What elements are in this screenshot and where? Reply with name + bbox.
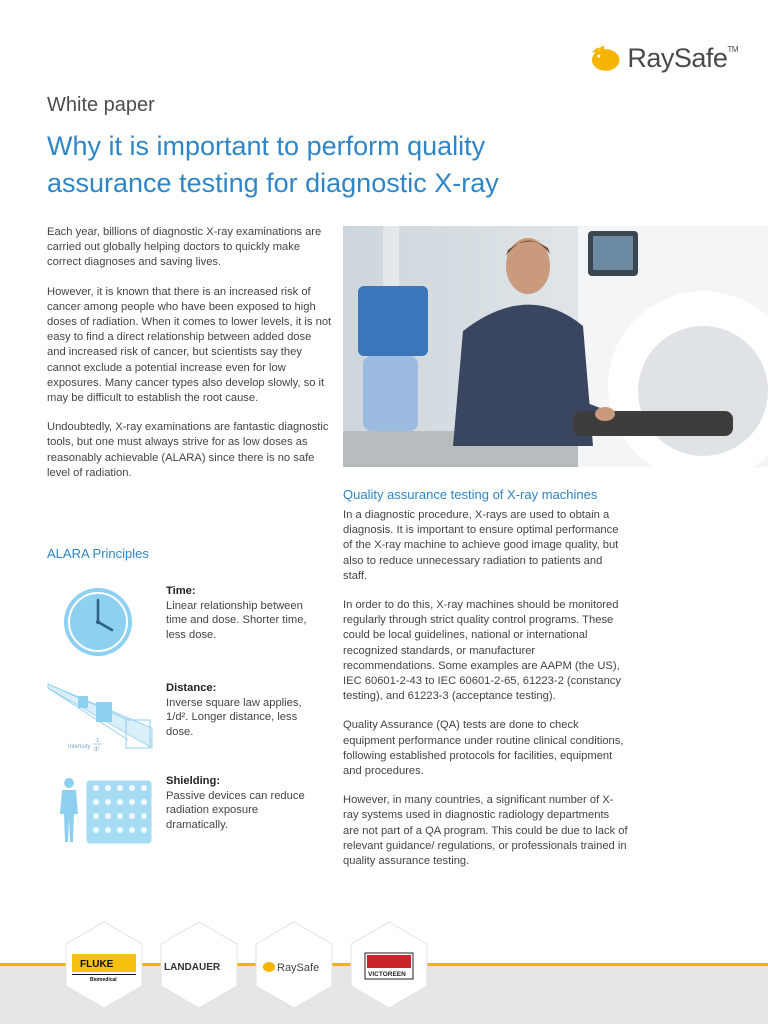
- fluke-sub-text: Biomedical: [90, 977, 117, 983]
- qa-text: [343, 508, 628, 883]
- alara-heading: ALARA Principles: [47, 546, 149, 561]
- raysafe-logo-hex: [252, 920, 336, 1010]
- page-title: Why it is important to perform quality assurance testing for diagnostic X-ray: [47, 131, 499, 198]
- intro-paragraph-2: However, it is known that there is an increased risk of cancer among people who have been exposed to high doses of radiation. When it comes to lower levels, it is not easy to find a direct relationship between added dose and increased risk of cancer, but scientists say they cannot exclude a potential increase even for low exposures. Many cancer types also develop slowly, so it may be difficult to establish the root cause.: [47, 285, 332, 405]
- technician-photo: [343, 226, 768, 467]
- qa-paragraph-2: In order to do this, X-ray machines should be monitored regularly through strict quality control programs. These could be local guidelines, national or international recognized standards, or manufacturer recommendations. Some examples are AAPM (the US), IEC 60601-2-43 to IEC 60601-2-65, 61223-2 (constancy testing), and 61223-3 (acceptance testing).: [343, 599, 621, 703]
- svg-text:d²: d²: [94, 747, 100, 753]
- document-kicker: White paper: [47, 94, 155, 116]
- alara-shielding: Shielding: Passive devices can reduce radiation exposure dramatically.: [166, 775, 305, 831]
- intro-paragraph-3: Undoubtedly, X-ray examinations are fantastic diagnostic tools, but one must always strive for as low doses as reasonably achievable (ALARA) since there is no safe level of radiation.: [47, 421, 329, 479]
- intro-text: [47, 225, 332, 495]
- logo-text: RaySafe™: [627, 42, 738, 73]
- victoreen-text: VICTOREEN: [368, 971, 406, 978]
- intro-paragraph-1: Each year, billions of diagnostic X-ray examinations are carried out globally helping doctors to quickly make correct diagnoses and saving lives.: [47, 226, 322, 269]
- intensity-label: Intensity: [68, 744, 91, 750]
- landauer-logo-hex: [157, 920, 241, 1010]
- raysafe-footer-text: RaySafe: [277, 962, 320, 974]
- qa-paragraph-3: Quality Assurance (QA) tests are done to check equipment performance under routine clinical conditions, following established protocols for facilities, equipment and procedures.: [343, 719, 624, 778]
- svg-text:1: 1: [96, 738, 100, 744]
- qa-paragraph-4: However, in many countries, a significant number of X-ray systems used in diagnostic radiology departments are not part of a QA program. This could be due to lack of relevant guidance/ regulations, or professionals trained in quality assurance testing.: [343, 794, 628, 868]
- clock-icon: [62, 586, 134, 658]
- raysafe-bird-icon: [588, 43, 625, 73]
- inverse-square-icon: [44, 680, 156, 756]
- shielding-icon: [56, 776, 156, 848]
- qa-paragraph-1: In a diagnostic procedure, X-rays are used to obtain a diagnosis. It is important to ensure optimal performance of the X-ray machine to achieve good image quality, but also to reduce unnecessary radiation to patients and staff.: [343, 509, 619, 582]
- alara-distance: Distance: Inverse square law applies, 1/d². Longer distance, less dose.: [166, 682, 302, 738]
- alara-time: Time: Linear relationship between time and dose. Shorter time, less dose.: [166, 585, 307, 641]
- fluke-text: FLUKE: [80, 959, 114, 970]
- raysafe-logo: [588, 40, 738, 76]
- victoreen-logo-hex: [347, 920, 431, 1010]
- landauer-text: LANDAUER: [164, 962, 221, 973]
- fluke-logo-hex: [62, 920, 146, 1010]
- qa-heading: Quality assurance testing of X-ray machines: [343, 487, 598, 502]
